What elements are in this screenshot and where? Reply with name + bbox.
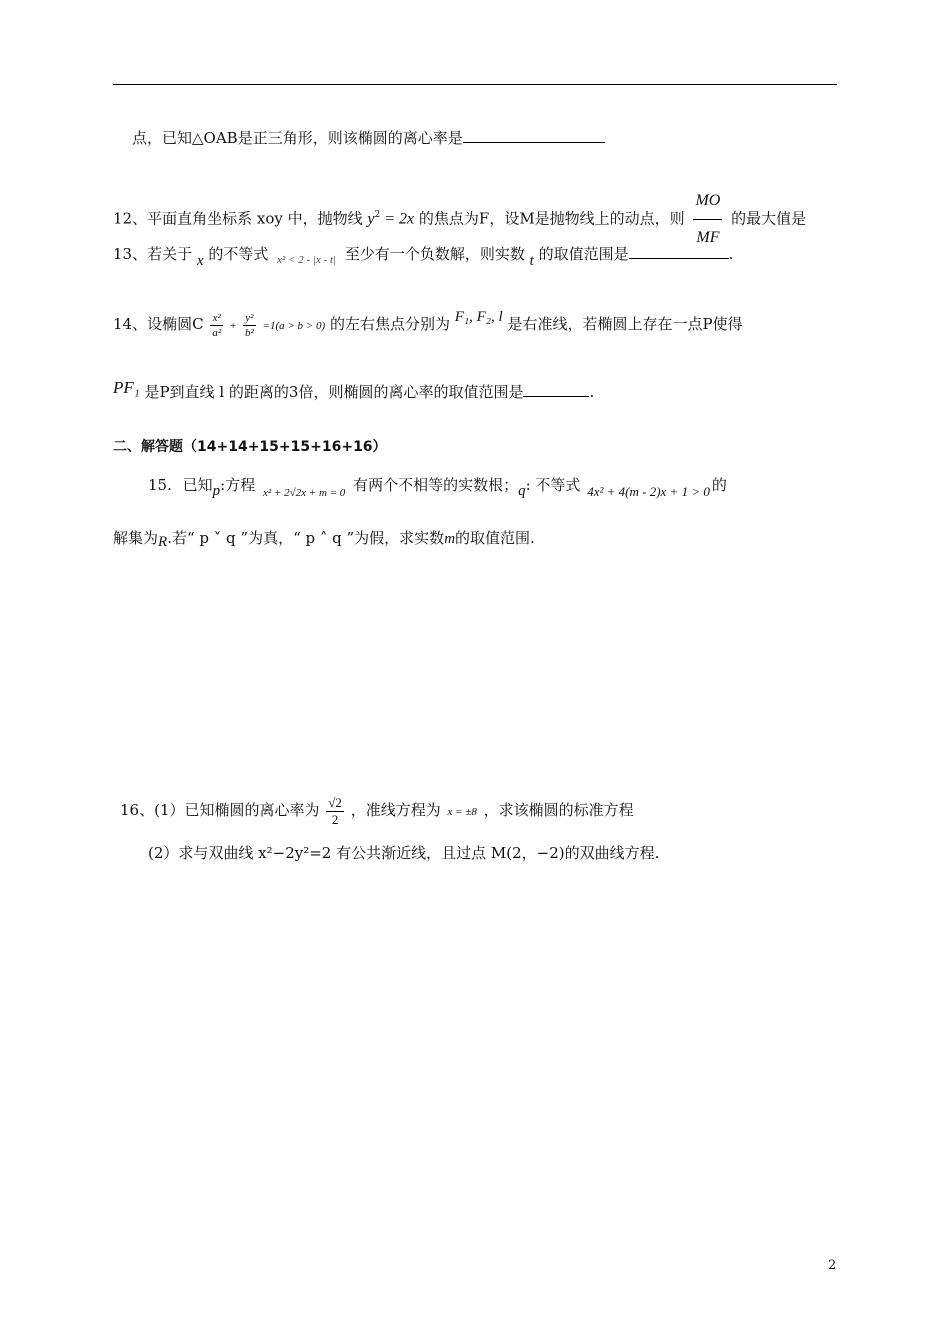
q15-var-p: p [212,483,221,499]
q11-text: 点，已知△OAB是正三角形，则该椭圆的离心率是 [132,129,463,147]
q12-mid: 的焦点为F，设M是抛物线上的动点，则 [418,209,685,228]
q15-line-1 [148,472,727,500]
q15-num: 15. [148,476,172,494]
q15-t4: : 不等式 [525,476,581,494]
q16-fraction [326,795,344,828]
q16-p1-eq: x = ±8 [447,806,477,818]
q14-frac1-num: x² [210,311,223,326]
q12-eq-rhs: = 2x [380,210,415,228]
q14-line-1 [113,305,743,345]
q16-line-1 [120,790,634,832]
q16-p1-suffix: ，求该椭圆的标准方程 [483,801,634,819]
q14-mid: 的左右焦点分别为 [329,315,450,333]
page-number: 2 [828,1258,837,1273]
q15-var-m: m [444,531,456,547]
q11-answer-blank [463,128,605,143]
q14-answer-blank [523,382,589,397]
q14-prefix: 14、设椭圆C [113,315,204,333]
q16-frac-den: 2 [331,811,339,827]
q13-line [113,244,734,269]
q11-line [132,128,605,148]
q13-var-t: t [529,253,534,269]
header-rule [113,84,837,85]
q15-t2: :方程 [220,476,256,494]
q12-prefix: 12、平面直角坐标系 xoy 中，抛物线 [113,209,363,228]
q15-var-R: R [158,534,168,550]
q14-frac1-den: a² [212,326,222,339]
q13-end: . [728,245,734,263]
q15-var-q: q [518,483,526,499]
q14-pf1: PF₁ [113,378,140,397]
q15-t5: 的 [711,476,727,494]
q15-t1: 已知 [182,476,213,494]
q12-eq-exp: 2 [374,209,381,220]
q14-line2-end: . [589,383,595,401]
q15-line-2 [113,527,535,550]
q14-frac2-den: b² [244,326,254,339]
q12-eq-lhs: y [367,210,375,228]
q14-suffix: 是右准线，若椭圆上存在一点P使得 [507,315,743,333]
q15-line2b: .若“ p ˅ q ”为真，“ p ˄ q ”为假，求实数 [167,529,445,547]
q13-mid2: 至少有一个负数解，则实数 [344,245,525,263]
q16-p1-prefix: 16、(1）已知椭圆的离心率为 [120,801,320,819]
q16-line-2: (2）求与双曲线 x²−2y²=2 有公共渐近线，且过点 M(2，−2)的双曲线方程. [148,844,660,862]
q14-frac2-num: y² [243,311,256,326]
q14-frac-2 [243,311,256,340]
q14-line-2 [113,378,594,406]
q14-line2-text: 是P到直线 l 的距离的3倍，则椭圆的离心率的取值范围是 [144,383,524,401]
q15-line2: 解集为 [113,529,159,547]
q16-p1-mid: ，准线方程为 [350,801,441,819]
q15-line2c: 的取值范围. [455,529,535,547]
q13-mid1: 的不等式 [208,245,269,263]
q13-var-x: x [196,253,204,269]
q14-frac-1 [210,311,223,340]
q15-t3: 有两个不相等的实数根； [353,476,519,494]
q12-frac-den: MF [696,229,720,246]
q14-eq-tail: =1(a > b > 0) [262,320,326,332]
q13-suffix: 的取值范围是 [538,245,629,263]
q13-answer-blank [629,244,729,259]
q13-prefix: 13、若关于 [113,245,193,263]
section2-heading: 二、解答题（14+14+15+15+16+16） [113,439,387,455]
q15-eq1: x² + 2√2x + m = 0 [263,487,346,499]
q12-suffix: 的最大值是 [731,209,807,228]
q12-frac-num: MO [693,183,722,220]
q15-eq2: 4x² + 4(m - 2)x + 1 > 0 [587,484,710,499]
q14-plus: + [229,320,237,332]
q16-frac-num: √2 [328,794,342,810]
q14-foci: F₁, F₂, l [454,309,503,325]
q13-inequality: x² < 2 - |x - t| [277,254,337,266]
